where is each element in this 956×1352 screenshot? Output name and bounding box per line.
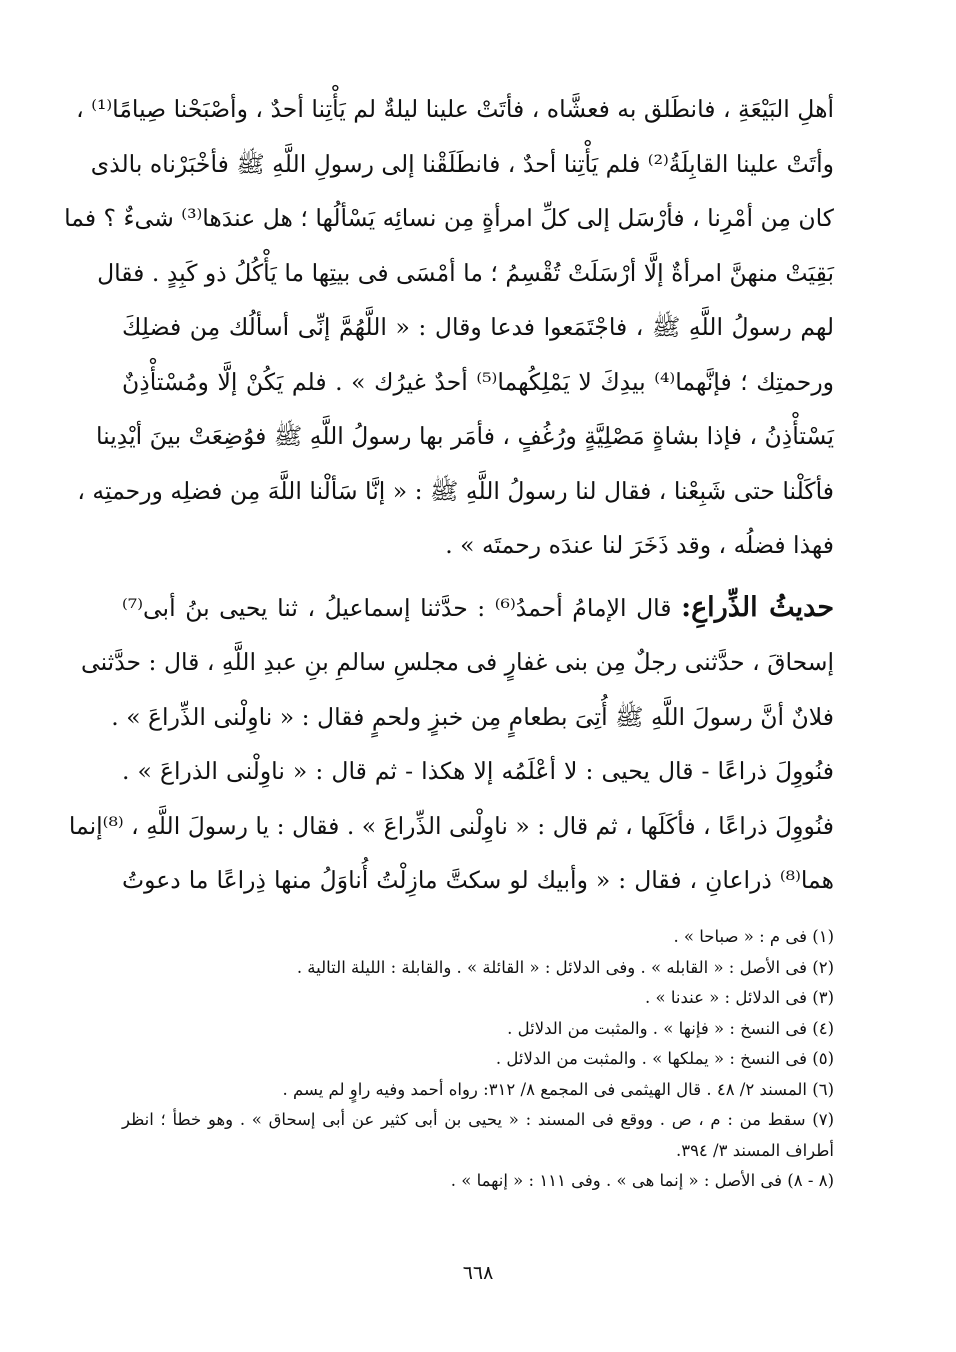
footnote: (٥) فى النسخ : « يملكها » . والمثبت من الدلائل .	[495, 1049, 834, 1068]
footnote: (٦) المسند ٢/ ٤٨ . قال الهيثمى فى المجمع ٨/ ٣١٢: رواه أحمد وفيه راوٍ لم يسم .	[282, 1079, 834, 1099]
section-gap	[122, 573, 834, 581]
text-line: هما⁽⁸⁾ ذراعانِ ، فقال : « وأبيك لو سكتَّ مازِلْتُ أُناوَلُ منها ذِراعًا ما دعوتُ	[122, 866, 834, 894]
footnote: (٧) سقط من : م ، ص . ووقع فى المسند : « يحيى بن أبى كثير عن أبى إسحاق » . وهو خطأ ؛ انظر أطراف المسند ٣/ ٣٩٤.	[122, 1110, 834, 1160]
page-number: ٦٦٨	[462, 1262, 494, 1284]
text-line: فلانٌ أنَّ رسولَ اللَّهِ ﷺ أُتِىَ بطعامٍ مِن خبزٍ ولحمٍ فقال : « ناوِلْنى الذِّراعَ » .	[111, 702, 834, 731]
footnote: (٨ - ٨) فى الأصل : « إنما هى » . وفى ١١١ : « إنهما » .	[450, 1171, 834, 1190]
text-line: إسحاقَ ، حدَّثنى رجلٌ مِن بنى غفارٍ فى مجلسِ سالمِ بنِ عبدِ اللَّهِ ، قال : حدَّثنى	[81, 648, 834, 676]
footnote: (١) فى م : « صباحا » .	[673, 927, 834, 946]
text-line: لهم رسولُ اللَّهِ ﷺ ، فاجْتَمَعوا فدعا وقال : « اللَّهُمَّ إنِّى أسألُك مِن فضلِكَ	[122, 313, 834, 341]
text-line: ورحمتِك ؛ فإنَّهما⁽⁴⁾ بيدِكَ لا يَمْلِكُهما⁽⁵⁾ أحدٌ غيرُك » . فلم يَكُنْ إلَّا ومُسْتأْذِنٌ	[122, 367, 835, 396]
main-text	[64, 82, 835, 908]
hadith-heading-line	[122, 581, 834, 636]
footnotes	[122, 922, 834, 1197]
text-line: بَقِيَتْ منهنَّ امرأةٌ إلَّا أرْسَلَتْ تُقْسِمُ ؛ ما أمْسَى فى بيتِها ما يَأْكُلُ ذو كَبِدٍ . فقال	[97, 258, 834, 287]
text-line: يَسْتأْذِنُ ، فإذا بشاةٍ مَصْلِيَّةٍ ورُغُفٍ ، فأمَر بها رسولُ اللَّهِ ﷺ فوُضِعَتْ بينَ أيْدِينا	[96, 422, 834, 450]
hadith-heading-rest: قال الإمامُ أحمدُ⁽⁶⁾ : حدَّثنا إسماعيلُ ، ثنا يحيى بنُ أبى⁽⁷⁾	[122, 593, 682, 622]
text-line: فأكَلْنا حتى شَبِعْنا ، فقال لنا رسولُ اللَّهِ ﷺ : « إنَّا سَألْنا اللَّهَ مِن فضلِه ورحمتِه ،	[77, 476, 834, 505]
text-line: وأتَتْ علينا القابِلَةُ⁽²⁾ فلم يَأْتِنا أحدٌ ، فانطَلَقْنا إلى رسولِ اللَّهِ ﷺ فأخْبَرْناه بالذى	[90, 149, 834, 178]
text-line: كان مِن أمْرِنا ، فأرْسَل إلى كلِّ امرأةٍ مِن نسائِه يَسْألُها ؛ هل عندَها⁽³⁾ شىءٌ ؟ فما	[64, 204, 834, 232]
hadith-title: حديثُ الذِّراعِ:	[681, 591, 835, 623]
text-line: فهذا فضلُه ، وقد ذَخَرَ لنا عندَه رحمتَه » .	[445, 531, 834, 559]
footnote: (٣) فى الدلائل : « عندنا » .	[645, 988, 834, 1007]
text-line: فنُووِلَ ذراعًا - قال يحيى : لا أعْلَمُه إلا هكذا - ثم قال : « ناوِلْنى الذراعَ » .	[122, 757, 834, 785]
text-line: فنُووِلَ ذراعًا ، فأكَلَها ، ثم قال : « ناوِلْنى الذِّراعَ » . فقال : يا رسولَ اللَّهِ ، ⁽⁸⁾إنما	[68, 811, 834, 840]
text-line: أهلِ البَيْعَةِ ، فانطَلق به فعشَّاه ، فأتَتْ علينا ليلةٌ لم يَأْتِنا أحدٌ ، وأصْبَحْنا صِيامًا⁽¹⁾ ،	[76, 95, 834, 123]
footnote: (٤) فى النسخ : « فإنها » . والمثبت من الدلائل .	[507, 1018, 834, 1038]
footnote: (٢) فى الأصل : « القابله » . وفى الدلائل : « القائلة » . والقابلة : الليلة التالية .	[296, 957, 834, 977]
